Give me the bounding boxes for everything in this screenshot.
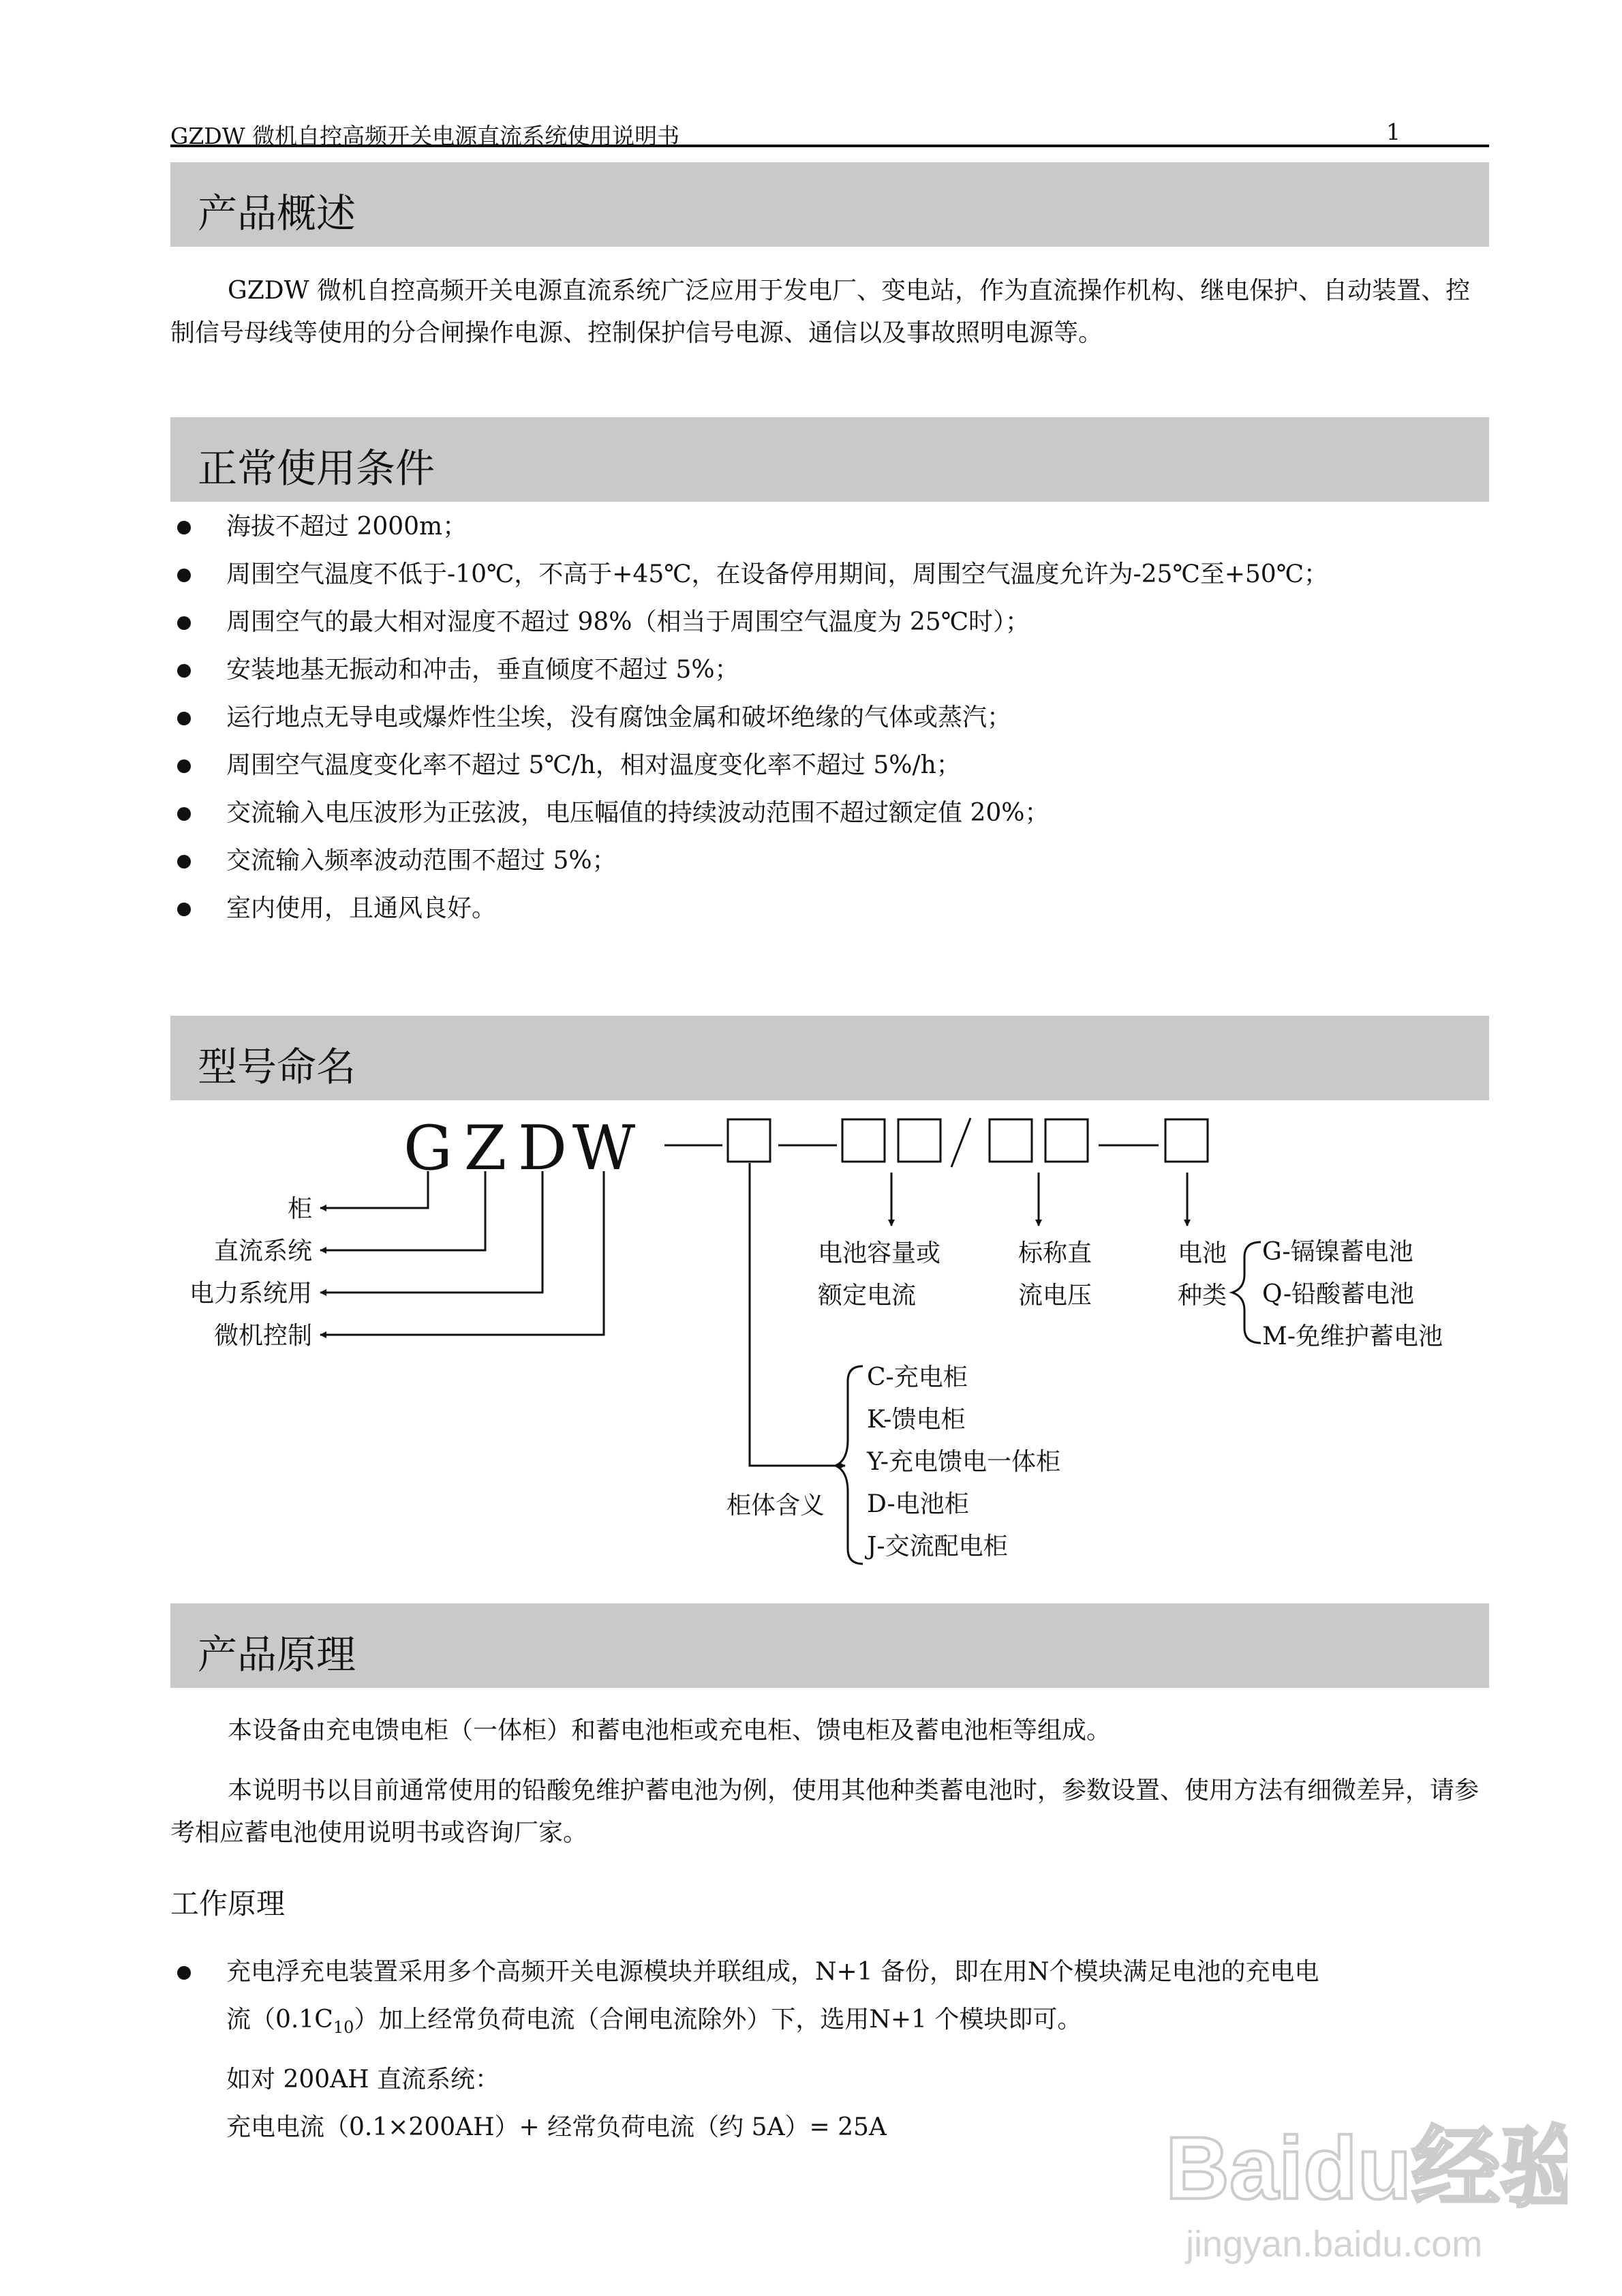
watermark-url: jingyan.baidu.com bbox=[1186, 2224, 1483, 2265]
label-capacity-2: 额定电流 bbox=[818, 1282, 917, 1310]
section-principle-bar bbox=[170, 1603, 1489, 1688]
page-number: 1 bbox=[1386, 119, 1401, 145]
down-arrows bbox=[750, 1163, 1187, 1466]
code-template-boxes bbox=[664, 1118, 1208, 1167]
bullet-icon bbox=[177, 712, 191, 725]
baidu-logo-icon bbox=[1159, 2110, 1567, 2274]
section-title: 型号命名 bbox=[198, 1044, 356, 1090]
list-item: 交流输入电压波形为正弦波，电压幅值的持续波动范围不超过额定值 20%； bbox=[170, 789, 1489, 837]
label-microcomputer: 微机控制 bbox=[213, 1322, 312, 1350]
list-item: 周围空气温度变化率不超过 5℃/h，相对温度变化率不超过 5%/h； bbox=[170, 742, 1489, 789]
battery-brace bbox=[1232, 1242, 1261, 1343]
code-letter-g: G bbox=[403, 1113, 453, 1184]
cabinet-type-k: K-馈电柜 bbox=[867, 1406, 966, 1434]
document-title: GZDW 微机自控高频开关电源直流系统使用说明书 bbox=[170, 123, 680, 149]
overview-paragraph: GZDW 微机自控高频开关电源直流系统广泛应用于发电厂、变电站，作为直流操作机构、继电保护、自动装置、控制信号母线等使用的分合闸操作电源、控制保护信号电源、通信以及事故照明电源等。 bbox=[170, 277, 1471, 347]
conditions-list bbox=[170, 503, 1489, 933]
section-overview-bar bbox=[170, 162, 1489, 247]
cabinet-type-d: D-电池柜 bbox=[867, 1490, 969, 1518]
label-dc-system: 直流系统 bbox=[213, 1237, 312, 1265]
section-title: 正常使用条件 bbox=[198, 445, 435, 492]
battery-type-g: G-镉镍蓄电池 bbox=[1262, 1238, 1413, 1266]
subheading-working-principle: 工作原理 bbox=[170, 1887, 286, 1920]
list-item: 安装地基无振动和冲击，垂直倾度不超过 5%； bbox=[170, 646, 1489, 694]
cabinet-type-j: J-交流配电柜 bbox=[867, 1532, 1008, 1560]
bullet-icon bbox=[177, 759, 191, 773]
cabinet-type-c: C-充电柜 bbox=[867, 1363, 968, 1391]
principle-paragraph-2: 本说明书以目前通常使用的铅酸免维护蓄电池为例，使用其他种类蓄电池时，参数设置、使用方法有细微差异，请参考相应蓄电池使用说明书或咨询厂家。 bbox=[170, 1777, 1480, 1847]
list-item: 室内使用，且通风良好。 bbox=[170, 885, 1489, 933]
bullet-icon bbox=[177, 1966, 191, 1980]
bullet-icon bbox=[177, 521, 191, 534]
label-voltage-2: 流电压 bbox=[1018, 1282, 1092, 1310]
label-battery-2: 种类 bbox=[1178, 1282, 1227, 1310]
page-header bbox=[170, 115, 1489, 147]
bullet-icon bbox=[177, 807, 191, 821]
label-cabinet-meaning: 柜体含义 bbox=[726, 1492, 825, 1520]
list-item: 周围空气温度不低于-10℃，不高于+45℃，在设备停用期间，周围空气温度允许为-25℃至+50℃； bbox=[170, 551, 1489, 599]
code-letter-w: W bbox=[572, 1113, 636, 1184]
cabinet-type-y: Y-充电馈电一体柜 bbox=[867, 1448, 1060, 1476]
list-item: 海拔不超过 2000m； bbox=[170, 503, 1489, 551]
bullet-icon bbox=[177, 569, 191, 582]
label-power-system: 电力系统用 bbox=[189, 1280, 312, 1308]
cabinet-brace bbox=[836, 1366, 863, 1564]
bullet-icon bbox=[177, 664, 191, 678]
list-item: 运行地点无导电或爆炸性尘埃，没有腐蚀金属和破坏绝缘的气体或蒸汽； bbox=[170, 694, 1489, 742]
label-battery-1: 电池 bbox=[1178, 1239, 1227, 1267]
example-line: 如对 200AH 直流系统： bbox=[226, 2066, 500, 2094]
principle-paragraph-1: 本设备由充电馈电柜（一体柜）和蓄电池柜或充电柜、馈电柜及蓄电池柜等组成。 bbox=[228, 1717, 1112, 1744]
watermark-brand: Baidu经验 bbox=[1165, 2118, 1567, 2218]
list-item: 周围空气的最大相对湿度不超过 98%（相当于周围空气温度为 25℃时）； bbox=[170, 599, 1489, 646]
battery-type-m: M-免维护蓄电池 bbox=[1262, 1323, 1443, 1350]
label-capacity-1: 电池容量或 bbox=[818, 1239, 941, 1267]
section-conditions-bar bbox=[170, 417, 1489, 502]
bullet-icon bbox=[177, 855, 191, 868]
list-item: 交流输入频率波动范围不超过 5%； bbox=[170, 837, 1489, 885]
formula-line: 充电电流（0.1×200AH）+ 经常负荷电流（约 5A）= 25A bbox=[226, 2113, 887, 2141]
bullet-icon bbox=[177, 616, 191, 630]
code-letter-z: Z bbox=[463, 1113, 507, 1184]
section-title: 产品原理 bbox=[198, 1631, 356, 1678]
principle-bullet-line-1: 充电浮充电装置采用多个高频开关电源模块并联组成，N+1 备份，即在用N个模块满足电池的充电电 bbox=[226, 1958, 1319, 1986]
section-model-bar bbox=[170, 1016, 1489, 1100]
bullet-icon bbox=[177, 903, 191, 916]
section-title: 产品概述 bbox=[198, 190, 356, 237]
principle-bullet-line-2: 流$(0.1C_{10})$加上经常负荷电流（合闸电流除外）下，选用N+1 个模块即可。 bbox=[226, 2006, 1082, 2038]
code-letter-d: D bbox=[517, 1113, 568, 1184]
principle-bullet-block bbox=[170, 1948, 1489, 2051]
left-connectors bbox=[320, 1171, 604, 1335]
label-cabinet: 柜 bbox=[287, 1195, 312, 1223]
label-voltage-1: 标称直 bbox=[1018, 1239, 1092, 1267]
battery-type-q: Q-铅酸蓄电池 bbox=[1262, 1280, 1414, 1308]
baidu-watermark bbox=[1159, 2110, 1567, 2274]
